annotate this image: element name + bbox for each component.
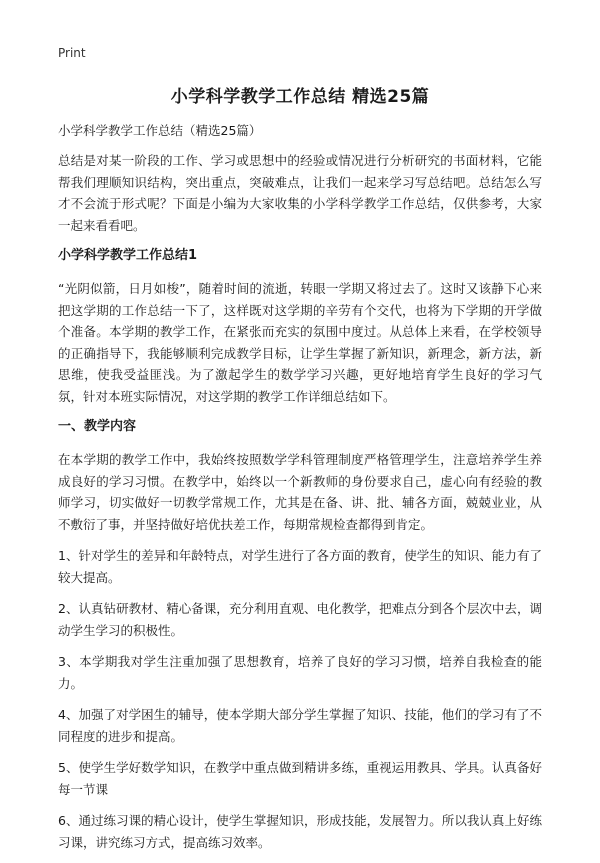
- document-subtitle: 小学科学教学工作总结（精选25篇）: [58, 123, 262, 138]
- list-item: 6、通过练习课的精心设计，使学生掌握知识，形成技能，发展智力。所以我认真上好练习课，讲究练习方式，提高练习效率。: [58, 813, 542, 850]
- document-body: [58, 150, 542, 863]
- intro-paragraph: 总结是对某一阶段的工作、学习或思想中的经验或情况进行分析研究的书面材料，它能帮我们理顺知识结构，突出重点，突破难点，让我们一起来学习写总结吧。总结怎么写才不会流于形式呢？下面是小编为大家收集的小学科学教学工作总结，仅供参考，大家一起来看看吧。: [58, 153, 542, 233]
- section-paragraph: “光阴似箭，日月如梭”，随着时间的流逝，转眼一学期又将过去了。这时又该静下心来把这学期的工作总结一下了，这样既对这学期的辛劳有个交代，也将为下学期的开学做个准备。本学期的教学工作，在紧张而充实的氛围中度过。从总体上来看，在学校领导的正确指导下，我能够顺利完成教学目标，让学生掌握了新知识，新理念，新方法，新思维，使我受益匪浅。为了激起学生的数学学习兴趣，更好地培育学生良好的学习气氛，针对本班实际情况，对这学期的教学工作详细总结如下。: [58, 281, 542, 404]
- list-item: 4、加强了对学困生的辅导，使本学期大部分学生掌握了知识、技能，他们的学习有了不同程度的进步和提高。: [58, 707, 542, 744]
- document-title: 小学科学教学工作总结 精选25篇: [170, 87, 430, 107]
- list-item: 5、使学生学好数学知识，在教学中重点做到精讲多练，重视运用教具、学具。认真备好每一节课: [58, 760, 542, 797]
- list-item: 3、本学期我对学生注重加强了思想教育，培养了良好的学习习惯，培养自我检查的能力。: [58, 654, 542, 691]
- part-paragraph: 在本学期的教学工作中，我始终按照数学学科管理制度严格管理学生，注意培养学生养成良好的学习习惯。在教学中，始终以一个新教师的身份要求自己，虚心向有经验的教师学习，切实做好一切教学常规工作，尤其是在备、讲、批、辅各方面，兢兢业业，从不敷衍了事，并坚持做好培优扶差工作，每期常规检查都得到肯定。: [58, 452, 542, 532]
- print-label[interactable]: Print: [58, 46, 86, 60]
- list-item: 1、针对学生的差异和年龄特点，对学生进行了各方面的教育，使学生的知识、能力有了较大提高。: [58, 548, 542, 585]
- list-item: 2、认真钻研教材、精心备课，充分利用直观、电化教学，把难点分到各个层次中去，调动学生学习的积极性。: [58, 601, 542, 638]
- section-heading: 小学科学教学工作总结1: [58, 248, 198, 263]
- part-heading: 一、教学内容: [58, 419, 137, 434]
